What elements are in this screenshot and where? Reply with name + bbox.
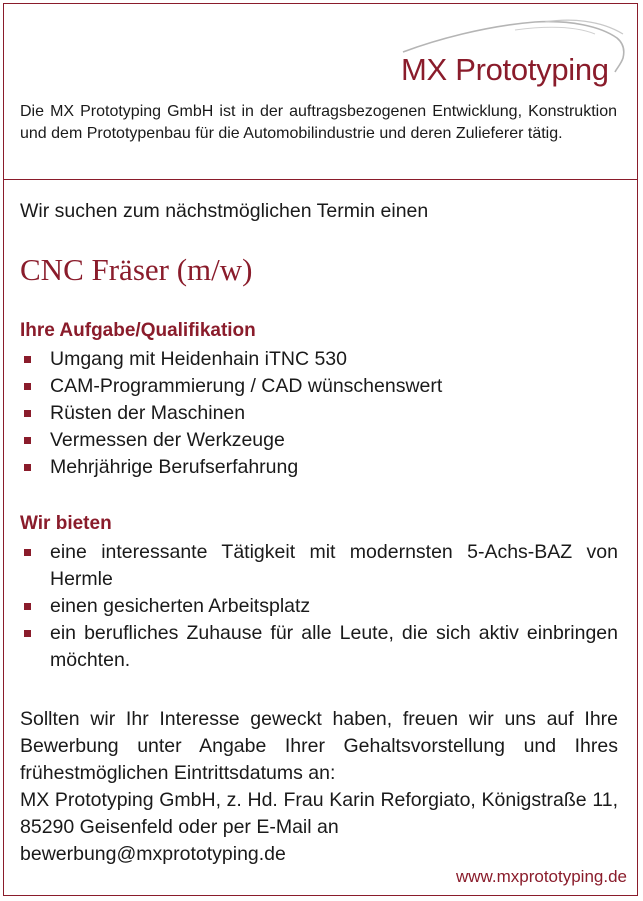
lead-text: Wir suchen zum nächstmöglichen Termin einen <box>20 200 429 222</box>
list-item: Vermessen der Werkzeuge <box>20 427 618 454</box>
list-item: eine interessante Tätigkeit mit modernsten 5-Achs-BAZ von Hermle <box>20 539 618 593</box>
website-link[interactable]: www.mxprototyping.de <box>455 867 627 886</box>
bullet-square-icon <box>24 410 31 417</box>
section-heading-tasks: Ihre Aufgabe/Qualifikation <box>20 320 256 341</box>
bullet-square-icon <box>24 464 31 471</box>
bullet-square-icon <box>24 437 31 444</box>
bullet-square-icon <box>24 356 31 363</box>
list-item: ein berufliches Zuhause für alle Leute, die sich aktiv einbringen möchten. <box>20 620 618 674</box>
offer-list <box>20 539 618 674</box>
logo-text: MX Prototyping <box>401 52 609 87</box>
list-item: CAM-Programmierung / CAD wünschenswert <box>20 373 618 400</box>
bullet-square-icon <box>24 630 31 637</box>
divider <box>3 179 638 180</box>
company-logo <box>395 12 631 90</box>
job-title: CNC Fräser (m/w) <box>20 252 253 287</box>
list-item: einen gesicherten Arbeitsplatz <box>20 593 618 620</box>
bullet-square-icon <box>24 549 31 556</box>
contact-line: MX Prototyping GmbH, z. Hd. Frau Karin Reforgiato, Königstraße 11, 85290 Geisenfeld oder per E-Mail an <box>20 789 618 838</box>
closing-paragraph: Sollten wir Ihr Interesse geweckt haben, freuen wir uns auf Ihre Bewerbung unter Angabe Ihrer Gehaltsvorstellung und Ihres frühestmöglichen Eintrittsdatums an: <box>20 708 618 784</box>
list-item: Umgang mit Heidenhain iTNC 530 <box>20 346 618 373</box>
bullet-square-icon <box>24 603 31 610</box>
closing-text <box>20 706 618 868</box>
section-heading-offer: Wir bieten <box>20 513 112 534</box>
list-item: Rüsten der Maschinen <box>20 400 618 427</box>
intro-paragraph: Die MX Prototyping GmbH ist in der auftragsbezogenen Entwicklung, Konstruktion und dem Prototypenbau für die Automobilindustrie und deren Zulieferer tätig. <box>20 103 617 142</box>
bullet-square-icon <box>24 383 31 390</box>
list-item: Mehrjährige Berufserfahrung <box>20 454 618 481</box>
tasks-list <box>20 346 618 481</box>
email-link[interactable]: bewerbung@mxprototyping.de <box>20 843 286 865</box>
